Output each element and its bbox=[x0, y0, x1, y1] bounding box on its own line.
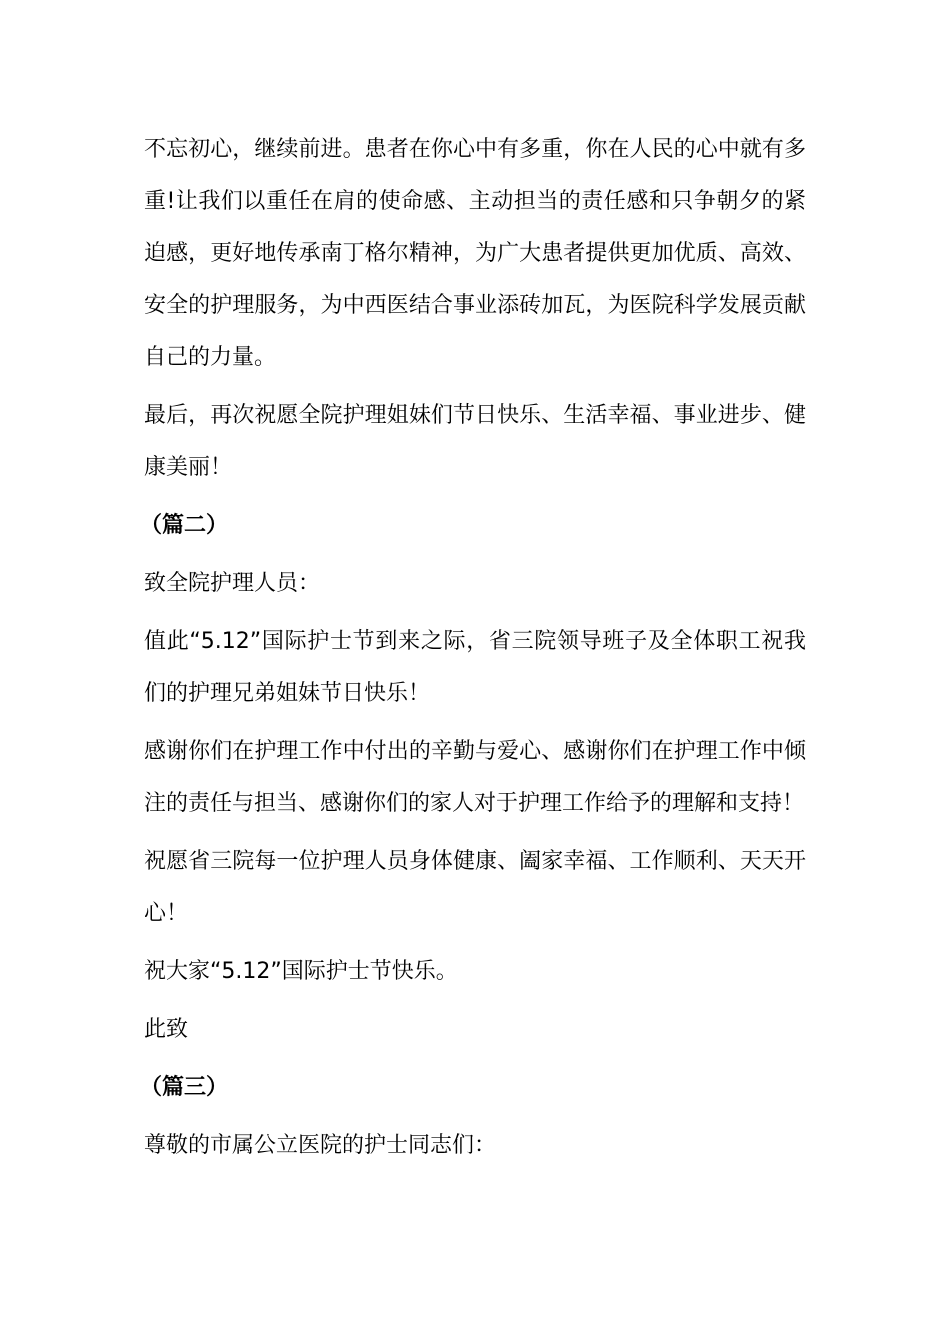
paragraph-festival-wish: 祝大家“5.12”国际护士节快乐。 bbox=[144, 959, 458, 984]
document-body bbox=[140, 124, 806, 1178]
paragraph-salutation-part-two: 致全院护理人员： bbox=[144, 571, 321, 596]
paragraph-salutation-part-three: 尊敬的市属公立医院的护士同志们： bbox=[144, 1133, 497, 1158]
paragraph-greeting: 值此“5.12”国际护士节到来之际，省三院领导班子及全体职工祝我们的护理兄弟姐妹节日快乐！ bbox=[144, 629, 806, 706]
paragraph-wishes: 祝愿省三院每一位护理人员身体健康、阖家幸福、工作顺利、天天开心！ bbox=[144, 849, 806, 926]
paragraph-sign-off: 此致 bbox=[144, 1017, 189, 1042]
section-heading-part-three: （篇三） bbox=[140, 1075, 229, 1100]
paragraph-closing-exhortation: 不忘初心，继续前进。患者在你心中有多重，你在人民的心中就有多重!让我们以重任在肩的使命感、主动担当的责任感和只争朝夕的紧迫感，更好地传承南丁格尔精神，为广大患者提供更加优质、高效、安全的护理服务，为中西医结合事业添砖加瓦，为医院科学发展贡献自己的力量。 bbox=[144, 137, 806, 370]
section-heading-part-two: （篇二） bbox=[140, 513, 229, 538]
paragraph-final-wishes: 最后，再次祝愿全院护理姐妹们节日快乐、生活幸福、事业进步、健康美丽！ bbox=[144, 403, 806, 480]
paragraph-thanks: 感谢你们在护理工作中付出的辛勤与爱心、感谢你们在护理工作中倾注的责任与担当、感谢你们的家人对于护理工作给予的理解和支持！ bbox=[144, 739, 806, 816]
